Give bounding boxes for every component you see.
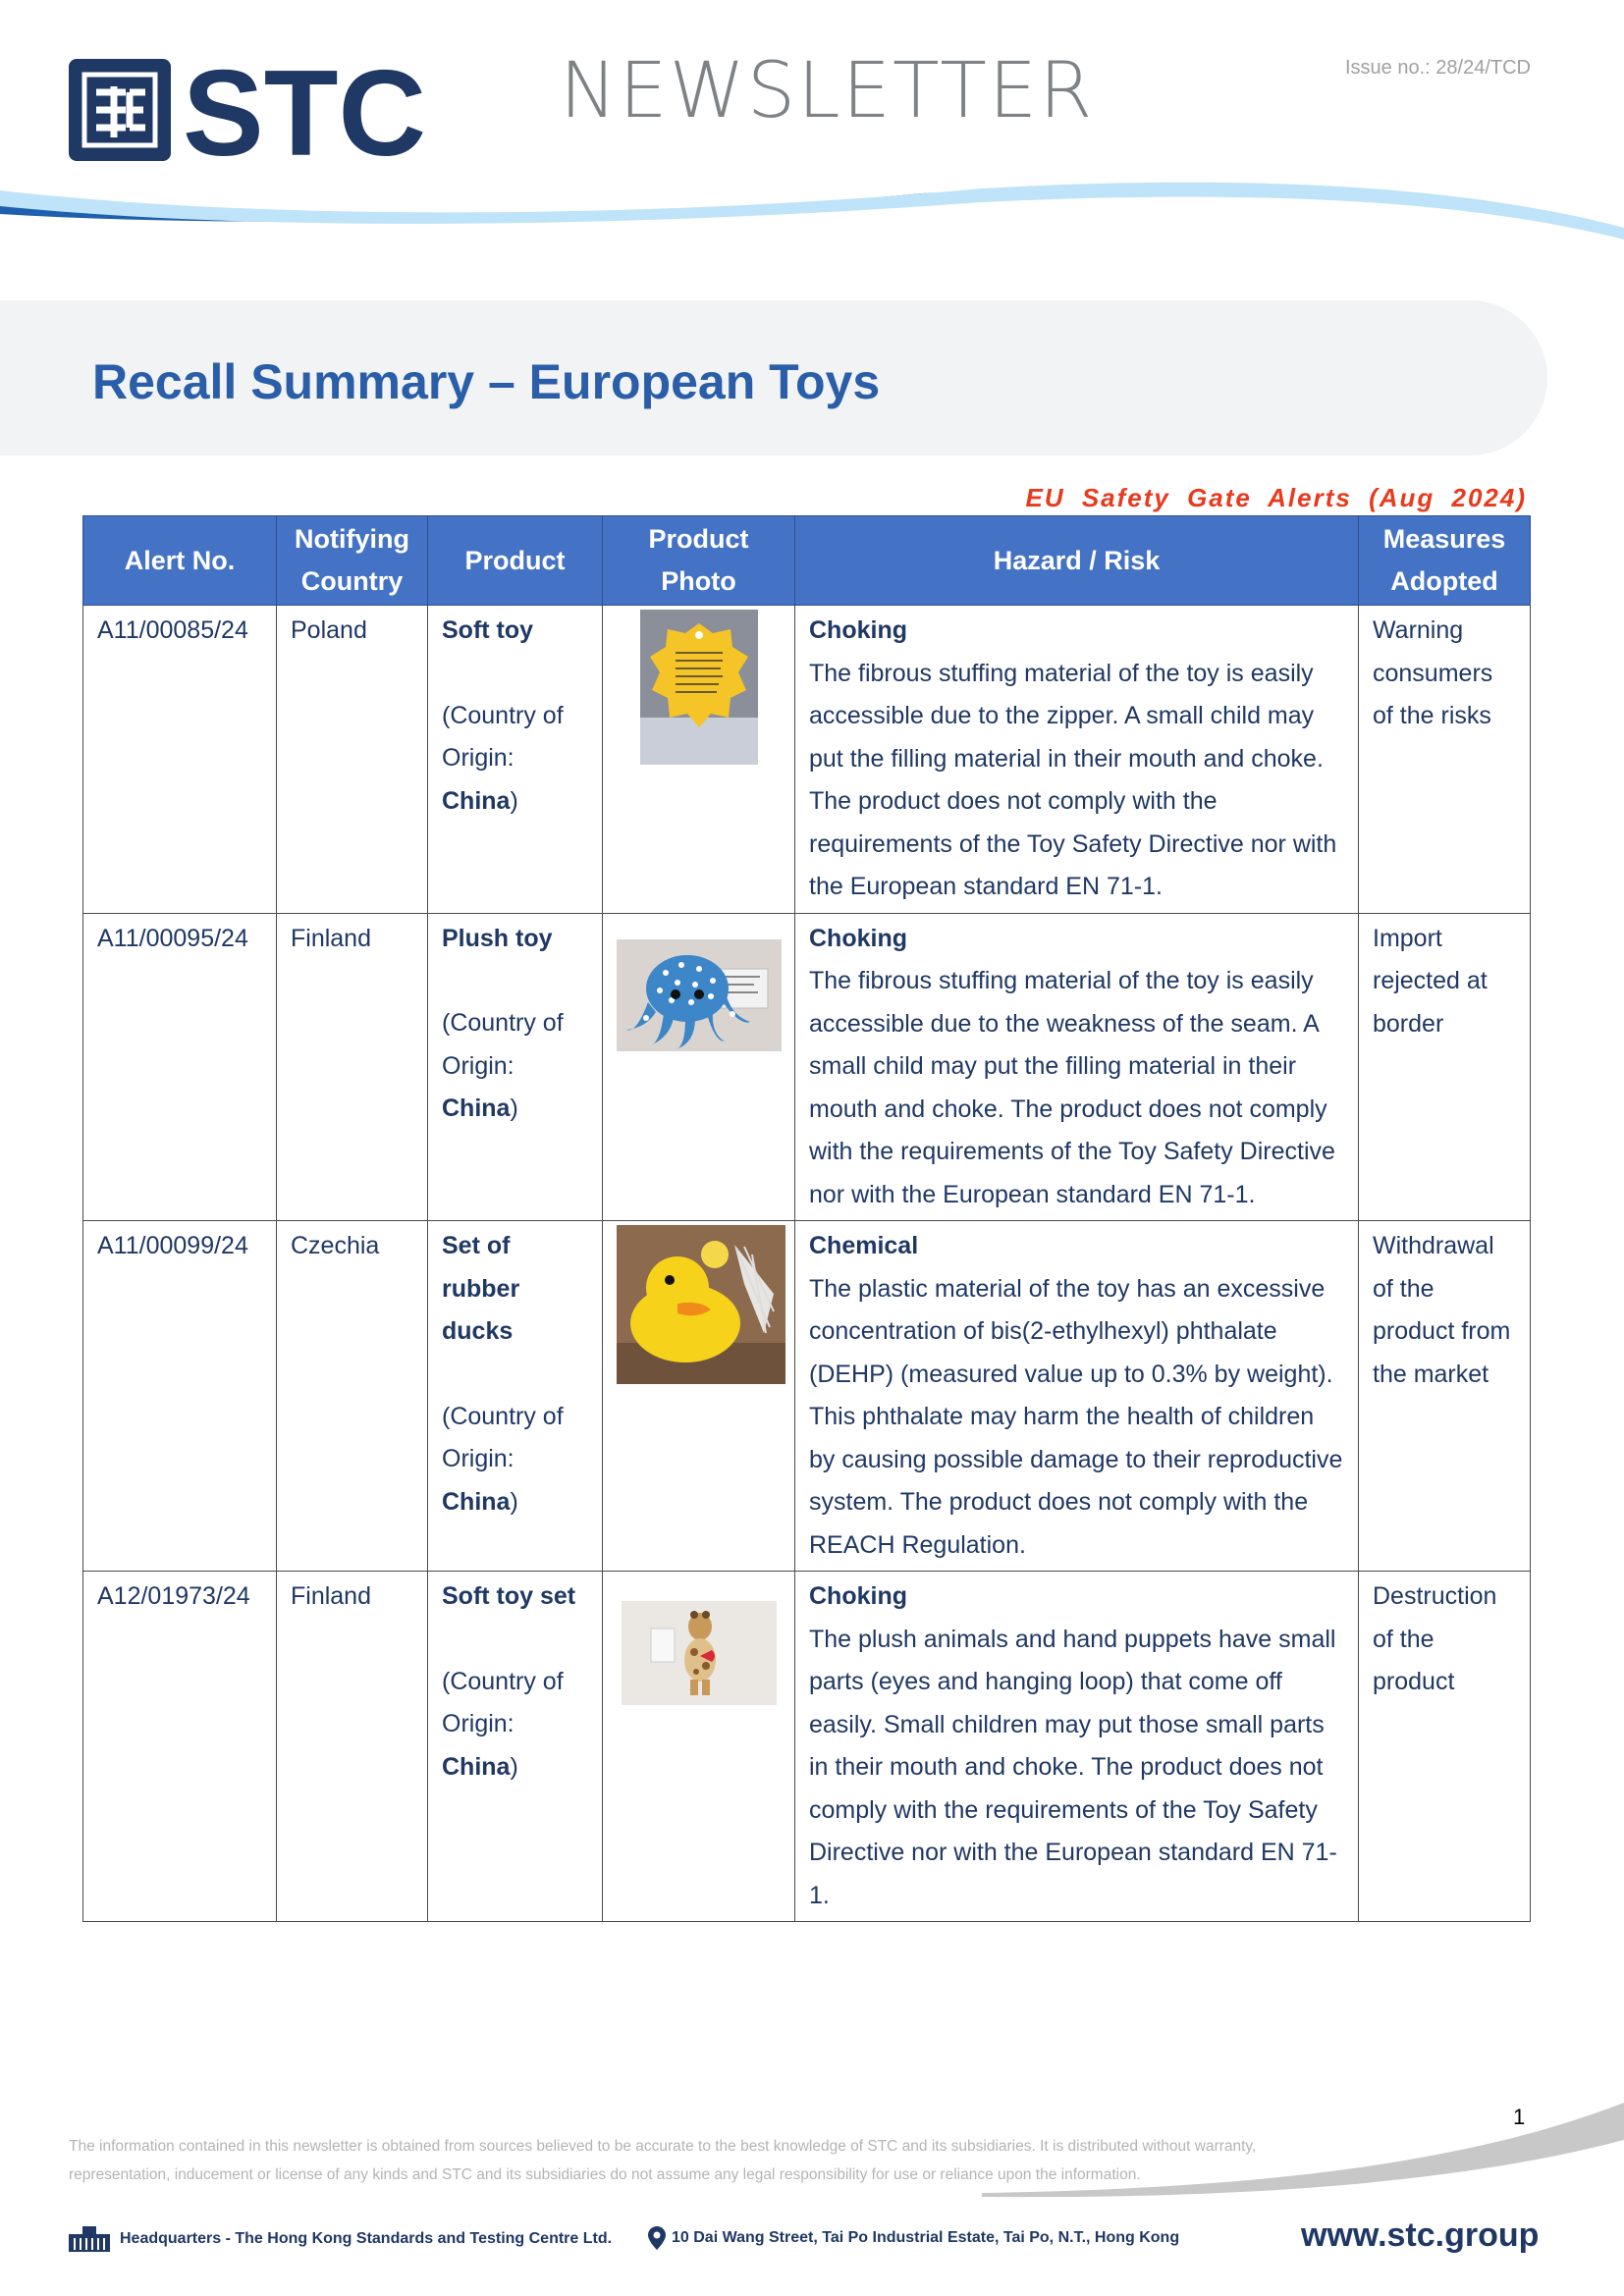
disclaimer: The information contained in this newsletter is obtained from sources believed to be accurate to the best knowledge of STC and its subsidiaries. It is distributed without warranty, representation, inducement or license of any kinds and STC and its subsidiaries do not assume any legal responsibility for use or reliance upon the information. xyxy=(69,2138,1257,2183)
header-alert-no: Alert No. xyxy=(83,516,277,606)
address: 10 Dai Wang Street, Tai Po Industrial Estate, Tai Po, N.T., Hong Kong xyxy=(648,2226,1179,2250)
product-cell xyxy=(428,913,603,1221)
title-banner xyxy=(0,300,1547,455)
notifying-country: Poland xyxy=(277,606,428,914)
country-of-origin: (Country of Origin: China) xyxy=(442,1009,564,1122)
table-row xyxy=(83,1572,1531,1922)
header-photo: Product Photo xyxy=(603,516,795,606)
hazard-description: The fibrous stuffing material of the toy is easily accessible due to the zipper. A small child may put the filling material in their mouth and choke. The product does not comply with the requirements of the Toy Safety Directive nor with the European standard EN 71-1. xyxy=(809,659,1337,900)
country-of-origin: (Country of Origin: China) xyxy=(442,701,564,815)
alert-no: A11/00095/24 xyxy=(83,913,277,1221)
newsletter-title: NEWSLETTER xyxy=(560,47,1095,135)
table-row xyxy=(83,1221,1531,1572)
headquarters: Headquarters - The Hong Kong Standards and Testing Centre Ltd. xyxy=(65,2226,612,2252)
product-name: Soft toy xyxy=(442,616,534,644)
page-title: Recall Summary – European Toys xyxy=(92,354,881,409)
product-photo xyxy=(603,1572,795,1922)
measures-adopted: Withdrawal of the product from the market xyxy=(1359,1221,1531,1572)
product-name: Soft toy set xyxy=(442,1582,576,1610)
product-photo xyxy=(603,913,795,1221)
website-link[interactable]: www.stc.group xyxy=(1301,2216,1540,2254)
hazard-description: The fibrous stuffing material of the toy is easily accessible due to the weakness of the seam. A small child may put the filling material in their mouth and choke. The product does not comply with the requirements of the Toy Safety Directive nor with the European standard EN 71-1. xyxy=(809,967,1335,1208)
hazard-type: Choking xyxy=(809,924,907,952)
hazard-cell xyxy=(795,1221,1359,1572)
hazard-type: Choking xyxy=(809,616,907,644)
stc-logo xyxy=(67,57,460,170)
issue-number: Issue no.: 28/24/TCD xyxy=(1345,57,1531,79)
giraffe-toy-photo xyxy=(622,1601,777,1705)
hazard-description: The plastic material of the toy has an excessive concentration of bis(2-ethylhexyl) phthalate (DEHP) (measured value up to 0.3% by weight). This phthalate may harm the health of children by causing possible damage to their reproductive system. The product does not comply with the REACH Regulation. xyxy=(809,1274,1343,1559)
product-cell xyxy=(428,606,603,914)
soft-toy-photo xyxy=(640,610,758,765)
header-swoosh xyxy=(0,177,1624,255)
hazard-cell xyxy=(795,913,1359,1221)
page-number: 1 xyxy=(1513,2105,1526,2129)
product-photo xyxy=(603,606,795,914)
hazard-cell xyxy=(795,1572,1359,1922)
location-pin-icon xyxy=(648,2226,666,2250)
logo-text: STC xyxy=(183,57,426,165)
product-cell xyxy=(428,1572,603,1922)
header-measures: Measures Adopted xyxy=(1359,516,1531,606)
hazard-type: Choking xyxy=(809,1582,907,1610)
building-icon xyxy=(65,2226,114,2252)
measures-adopted: Import rejected at border xyxy=(1359,913,1531,1221)
product-name: Plush toy xyxy=(442,924,553,952)
product-name: Set of rubber ducks xyxy=(442,1232,520,1345)
measures-adopted: Warning consumers of the risks xyxy=(1359,606,1531,914)
table-row xyxy=(83,606,1531,914)
hazard-description: The plush animals and hand puppets have small parts (eyes and hanging loop) that come off easily. Small children may put those small parts in their mouth and choke. The product does not comply with the requirements of the Toy Safety Directive nor with the European standard EN 71-1. xyxy=(809,1625,1337,1909)
header-country: Notifying Country xyxy=(277,516,428,606)
notifying-country: Finland xyxy=(277,913,428,1221)
header-hazard: Hazard / Risk xyxy=(795,516,1359,606)
country-of-origin: (Country of Origin: China) xyxy=(442,1402,564,1516)
product-photo xyxy=(603,1221,795,1572)
alert-no: A11/00085/24 xyxy=(83,606,277,914)
measures-adopted: Destruction of the product xyxy=(1359,1572,1531,1922)
alerts-heading: EU Safety Gate Alerts (Aug 2024) xyxy=(1025,483,1527,512)
hazard-cell xyxy=(795,606,1359,914)
alert-no: A12/01973/24 xyxy=(83,1572,277,1922)
alert-no: A11/00099/24 xyxy=(83,1221,277,1572)
notifying-country: Finland xyxy=(277,1572,428,1922)
product-cell xyxy=(428,1221,603,1572)
plush-octopus-photo xyxy=(617,939,782,1051)
rubber-duck-photo xyxy=(617,1225,785,1384)
country-of-origin: (Country of Origin: China) xyxy=(442,1667,564,1781)
notifying-country: Czechia xyxy=(277,1221,428,1572)
header-product: Product xyxy=(428,516,603,606)
hazard-type: Chemical xyxy=(809,1232,919,1259)
recall-table xyxy=(82,515,1531,1922)
table-header-row xyxy=(83,516,1531,606)
table-row xyxy=(83,913,1531,1221)
